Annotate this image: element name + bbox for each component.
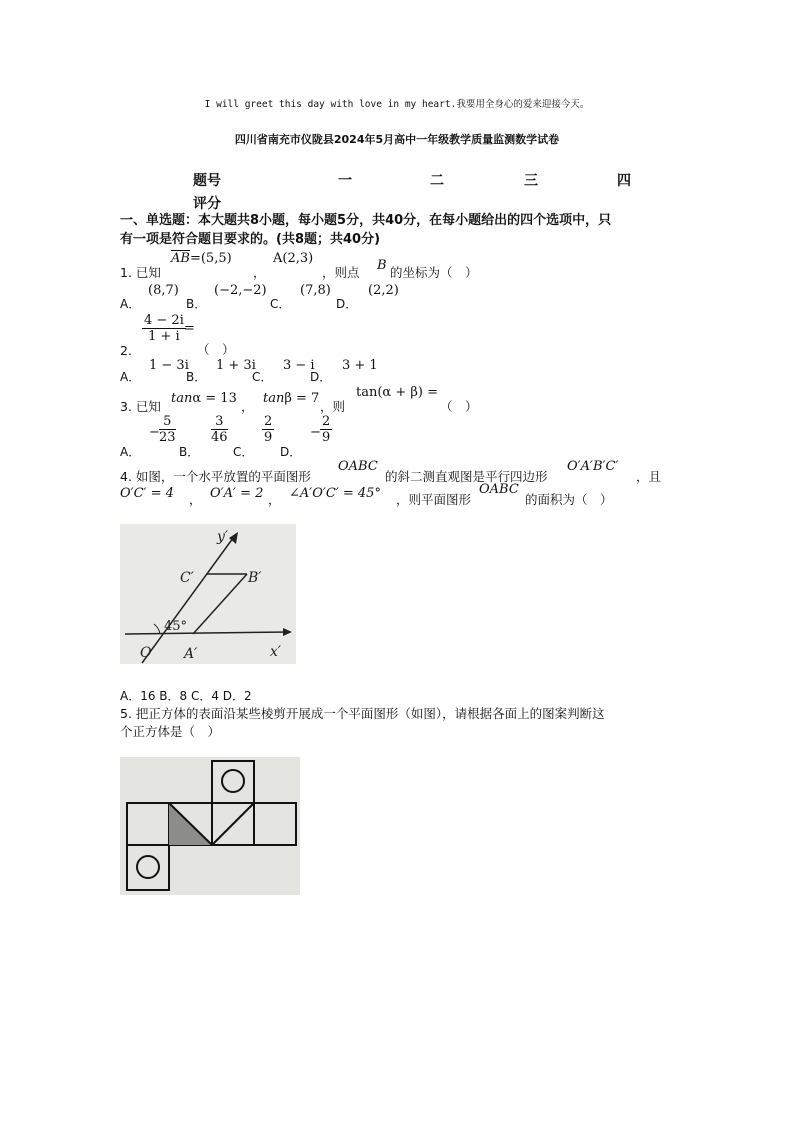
q3-tan-alpha-value: α = 13 — [192, 391, 237, 406]
angle-label: 45° — [164, 619, 188, 634]
q2-paren: （ ） — [197, 342, 235, 357]
q5-figure-background — [120, 757, 300, 895]
point-b-label: B′ — [248, 570, 262, 586]
section1-line2: 有一项是符合题目要求的。(共8题；共40分) — [120, 232, 381, 247]
q1-vector-name: AB — [171, 251, 190, 266]
q3-option-b-letter: B． — [179, 445, 200, 459]
q4-sep-2: ， — [268, 492, 281, 507]
q1-option-c: (7,8) — [300, 283, 331, 298]
q3-option-a-sign: − — [149, 425, 160, 440]
q3-option-a-letter: A． — [120, 445, 141, 459]
q4-sep-1: ， — [189, 492, 202, 507]
q2-fraction-denominator: 1 + i — [148, 329, 180, 344]
q1-stem-mid: ，则点 — [322, 265, 360, 280]
y-axis-label: y′ — [217, 529, 229, 545]
exam-title: 四川省南充市仪陇县2024年5月高中一年级教学质量监测数学试卷 — [234, 133, 560, 146]
q5-figure — [120, 757, 300, 895]
q1-option-d-letter: D． — [336, 297, 358, 311]
q3-option-c-letter: C． — [233, 445, 254, 459]
score-table-col-4: 四 — [617, 173, 631, 189]
q2-number: 2. — [120, 343, 132, 358]
q2-option-c: 3 − i — [283, 358, 315, 373]
point-o-label: O′ — [140, 645, 155, 661]
q4-condition-1: O′C′ = 4 — [120, 486, 174, 501]
q1-stem-post: 的坐标为（ ） — [390, 265, 478, 280]
q5-line2: 个正方体是（ ） — [120, 724, 221, 739]
score-table-col-1: 一 — [338, 173, 352, 189]
q4-condition-2: O′A′ = 2 — [210, 486, 264, 501]
q3-option-c-fraction — [262, 414, 274, 445]
q2-fraction — [142, 313, 186, 344]
q2-option-a: 1 − 3i — [149, 358, 189, 373]
q3-comma-1: ， — [241, 399, 254, 414]
q1-vector-value: =(5,5) — [189, 251, 232, 266]
score-table-header-label: 题号 — [193, 173, 221, 189]
q4-then: ，则平面图形 — [396, 492, 472, 507]
q3-expression: tan(α + β) = — [356, 385, 438, 400]
q1-option-d: (2,2) — [368, 283, 399, 298]
q4-figure — [120, 524, 296, 664]
q3-tan-beta — [263, 391, 319, 406]
section1-line1: 一、单选题：本大题共8小题，每小题5分，共40分，在每小题给出的四个选项中，只 — [120, 213, 612, 228]
q1-stem-pre: 1. 已知 — [120, 265, 161, 280]
x-axis-label: x′ — [270, 644, 282, 660]
q5-line1: 5. 把正方体的表面沿某些棱剪开展成一个平面图形（如图），请根据各面上的图案判断这 — [120, 706, 605, 721]
q3-tan-beta-value: β = 7 — [284, 391, 320, 406]
point-a-label: A′ — [184, 646, 198, 662]
q2-option-c-letter: C． — [252, 370, 273, 384]
q3-option-d-den: 9 — [322, 430, 331, 445]
q3-option-b-num: 3 — [211, 414, 228, 430]
q1-vector — [171, 251, 232, 266]
q4-ask: 的面积为（ ） — [525, 492, 613, 507]
q2-option-b-letter: B． — [186, 370, 207, 384]
q1-point-b: B — [377, 258, 387, 273]
q4-stem-mid: 的斜二测直观图是平行四边形 — [385, 469, 548, 484]
q1-option-b: (−2,−2) — [214, 283, 267, 298]
q4-stem-pre: 4. 如图，一个水平放置的平面图形 — [120, 469, 311, 484]
q2-option-b: 1 + 3i — [216, 358, 256, 373]
q3-paren: （ ） — [440, 399, 478, 414]
q2-option-d-letter: D． — [310, 370, 332, 384]
q3-stem-mid: ，则 — [320, 399, 346, 414]
q4-options: A．16 B．8 C．4 D．2 — [120, 689, 252, 703]
q3-option-d-letter: D． — [280, 445, 302, 459]
q3-option-d-fraction — [320, 414, 332, 445]
q3-option-a-num: 5 — [159, 414, 176, 430]
q3-tan-alpha — [171, 391, 237, 406]
q3-option-a-den: 23 — [159, 430, 176, 445]
q3-option-d-num: 2 — [322, 414, 331, 429]
q1-comma: ， — [253, 265, 266, 280]
q1-point-a: A(2,3) — [273, 251, 314, 266]
q4-stem-post: ，且 — [636, 469, 662, 484]
q1-option-a-letter: A． — [120, 297, 141, 311]
q1-option-b-letter: B． — [186, 297, 207, 311]
q3-option-b-fraction — [211, 414, 228, 445]
q3-tan-beta-fn: tan — [263, 391, 285, 406]
q2-option-a-letter: A． — [120, 370, 141, 384]
q3-stem-pre: 3. 已知 — [120, 399, 161, 414]
q1-option-a: (8,7) — [148, 283, 179, 298]
q3-tan-alpha-fn: tan — [171, 391, 193, 406]
q3-option-c-num: 2 — [264, 414, 273, 429]
q4-shape: OABC — [338, 459, 378, 474]
q3-option-c-den: 9 — [264, 430, 273, 445]
q4-shape2: O′A′B′C′ — [567, 459, 619, 474]
score-table-col-3: 三 — [524, 173, 538, 189]
motto-line: I will greet this day with love in my heart.我要用全身心的爱来迎接今天。 — [204, 99, 590, 110]
q4-condition-3: ∠A′O′C′ = 45° — [289, 486, 381, 501]
q2-option-d: 3 + 1 — [342, 358, 378, 373]
score-table-score-label: 评分 — [193, 196, 221, 212]
q3-option-b-den: 46 — [211, 430, 228, 445]
q2-equals: = — [184, 321, 195, 336]
q4-figure-background — [120, 524, 296, 664]
q3-option-a-fraction — [159, 414, 176, 445]
q2-fraction-numerator: 4 − 2i — [144, 313, 184, 328]
q4-shape3: OABC — [479, 482, 519, 497]
score-table-col-2: 二 — [430, 173, 444, 189]
point-c-label: C′ — [180, 570, 194, 586]
q3-option-d-sign: − — [310, 425, 321, 440]
q1-option-c-letter: C． — [270, 297, 291, 311]
